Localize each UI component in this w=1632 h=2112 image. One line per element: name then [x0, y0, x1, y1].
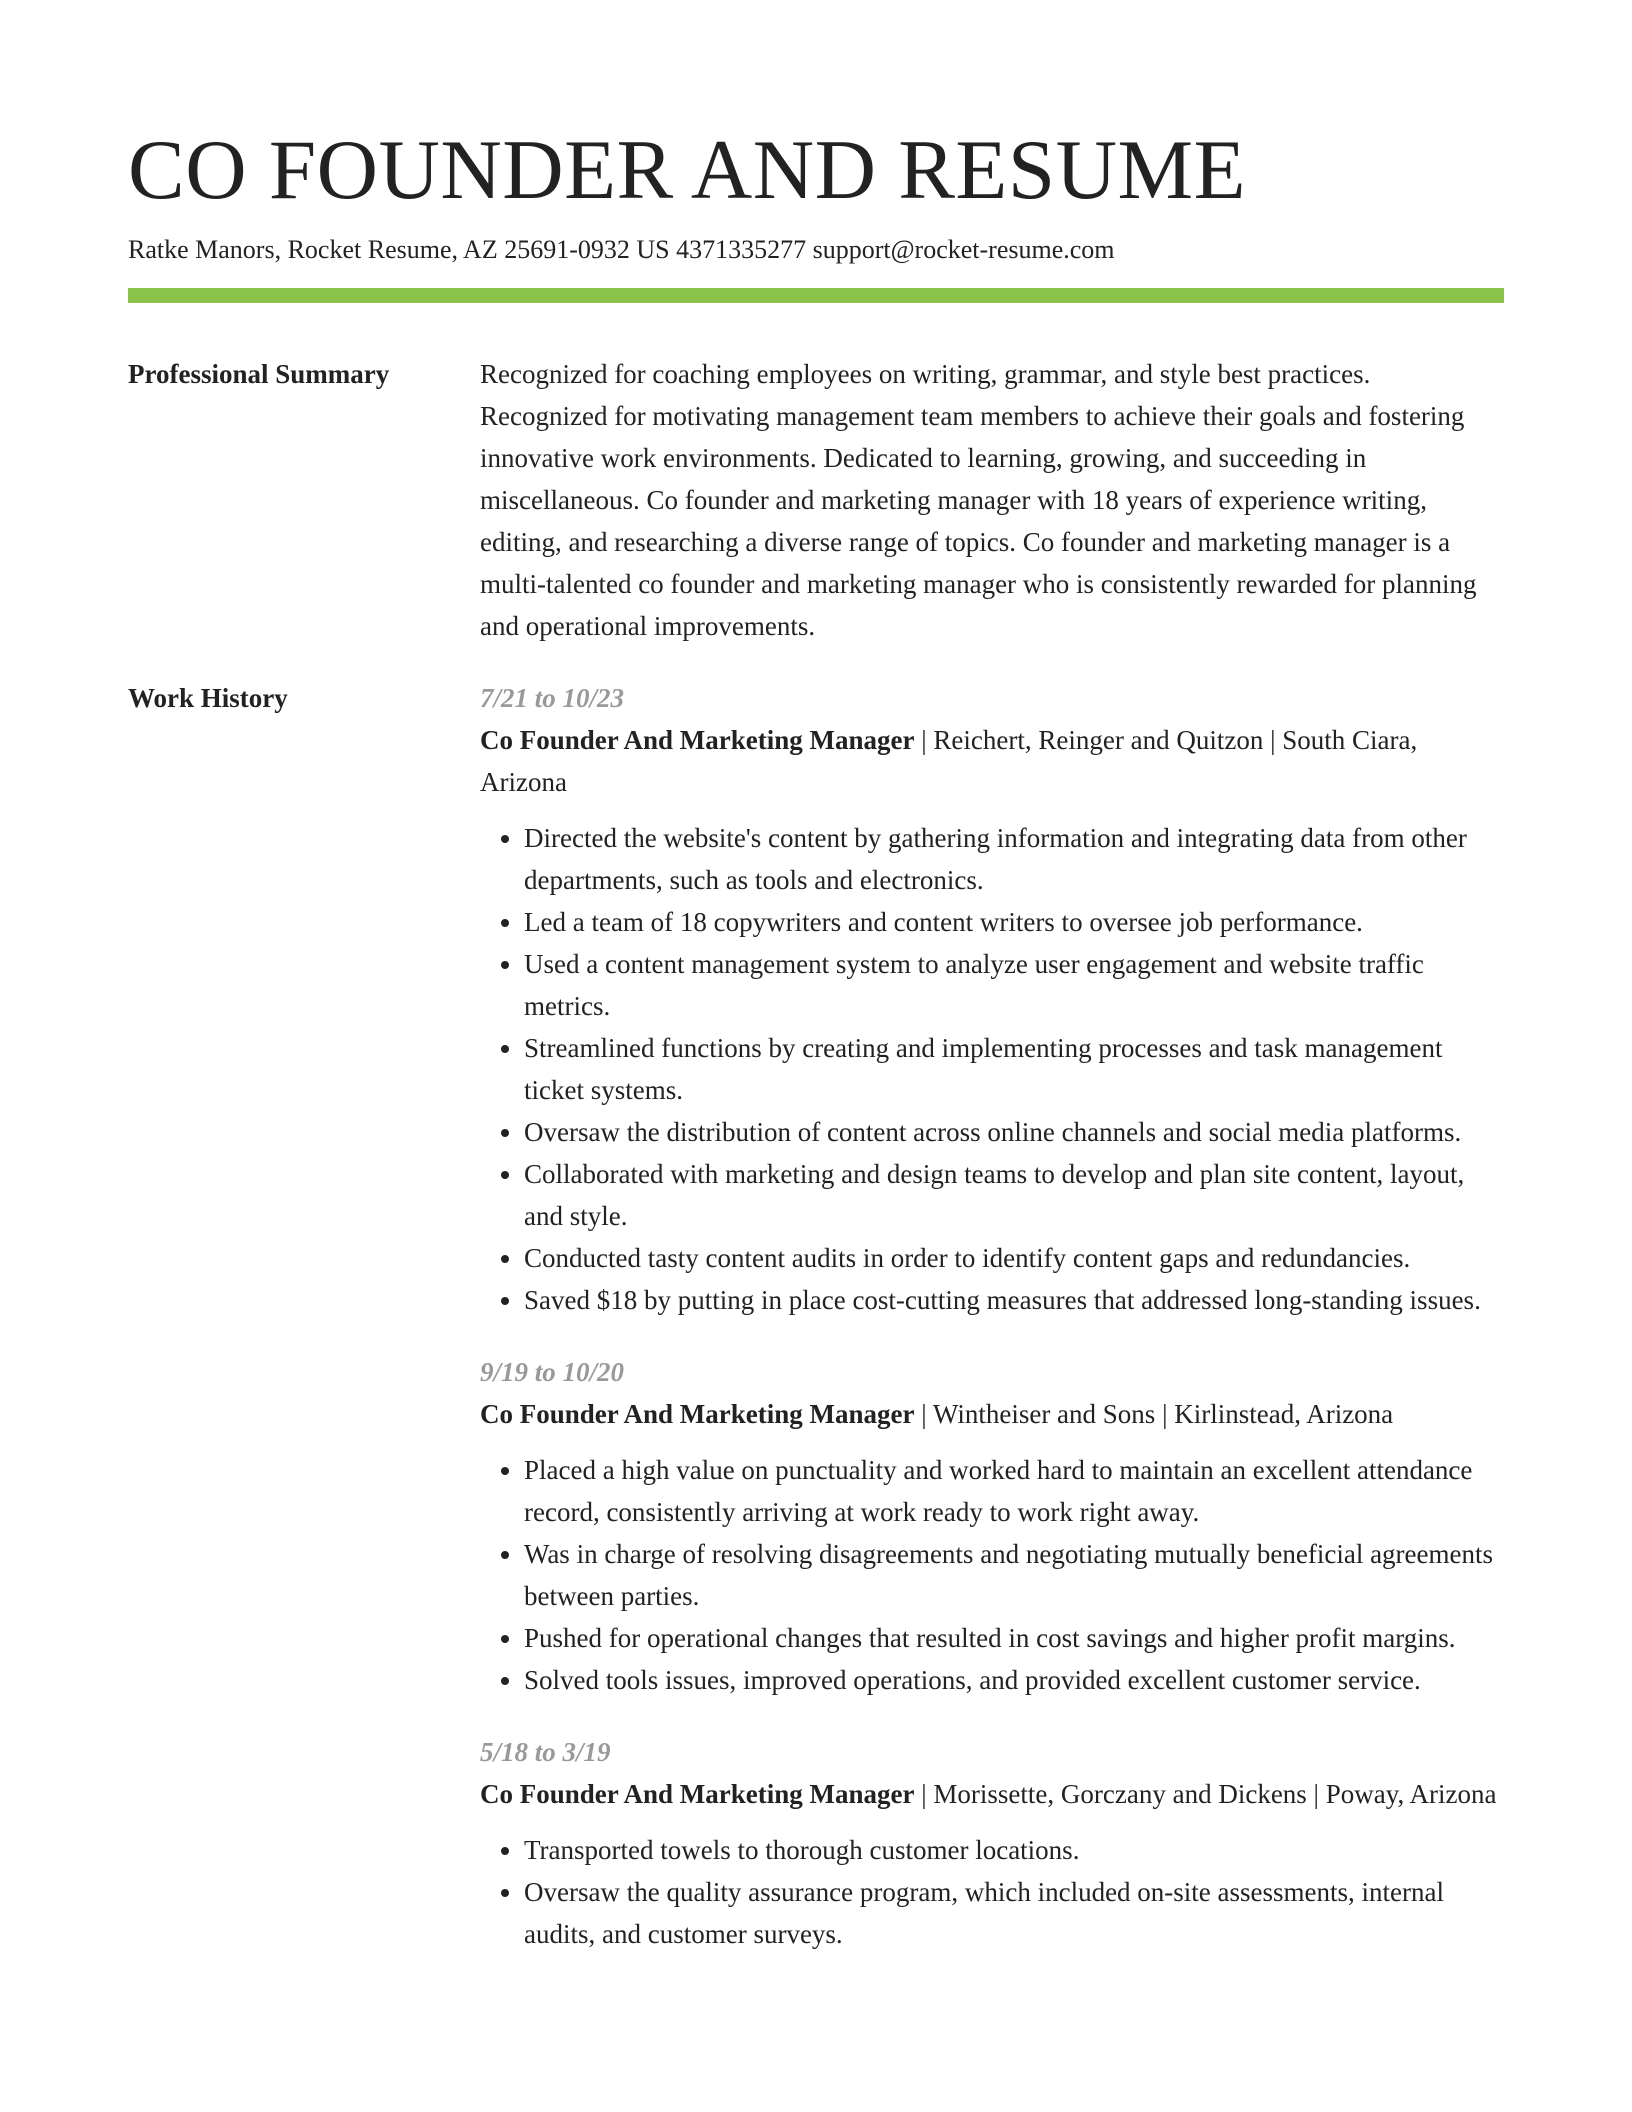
job-heading — [480, 1393, 1504, 1435]
job-title: Co Founder And Marketing Manager — [480, 1399, 915, 1429]
list-item: • Led a team of 18 copywriters and content writers to oversee job performance. — [524, 901, 1504, 943]
list-item: • Collaborated with marketing and design teams to develop and plan site content, layout, and style. — [524, 1153, 1504, 1237]
section-label-summary: Professional Summary — [128, 359, 390, 389]
job-bullet-list — [480, 817, 1504, 1321]
job-bullet-list — [480, 1829, 1504, 1955]
resume-name: CO FOUNDER AND RESUME — [128, 123, 1246, 217]
section-label-work-history: Work History — [128, 683, 288, 713]
accent-divider — [128, 288, 1504, 303]
contact-line: Ratke Manors, Rocket Resume, AZ 25691-0932 US 4371335277 support@rocket-resume.com — [128, 235, 1115, 264]
summary-text: Recognized for coaching employees on writing, grammar, and style best practices. Recognized for motivating management team members to achieve their goals and fostering innovative work environments. Dedicated to learning, growing, and succeeding in miscellaneous. Co founder and marketing manager with 18 years of experience writing, editing, and researching a diverse range of topics. Co founder and marketing manager is a multi-talented co founder and marketing manager who is consistently rewarded for planning and operational improvements. — [480, 359, 1477, 641]
list-item: • Oversaw the quality assurance program, which included on-site assessments, internal audits, and customer surveys. — [524, 1871, 1504, 1955]
job-dates: 9/19 to 10/20 — [480, 1357, 625, 1387]
job-entry — [480, 677, 1504, 1321]
job-entry — [480, 1731, 1504, 1955]
list-item: • Was in charge of resolving disagreements and negotiating mutually beneficial agreements between parties. — [524, 1533, 1504, 1617]
job-heading — [480, 1773, 1504, 1815]
job-company-location: | Reichert, Reinger and Quitzon | South Ciara, Arizona — [480, 725, 1418, 797]
list-item: • Conducted tasty content audits in order to identify content gaps and redundancies. — [524, 1237, 1504, 1279]
list-item: • Solved tools issues, improved operations, and provided excellent customer service. — [524, 1659, 1504, 1701]
job-title: Co Founder And Marketing Manager — [480, 1779, 915, 1809]
list-item: • Streamlined functions by creating and implementing processes and task management ticket systems. — [524, 1027, 1504, 1111]
job-title: Co Founder And Marketing Manager — [480, 725, 915, 755]
list-item: • Oversaw the distribution of content across online channels and social media platforms. — [524, 1111, 1504, 1153]
list-item: • Placed a high value on punctuality and worked hard to maintain an excellent attendance record, consistently arriving at work ready to work right away. — [524, 1449, 1504, 1533]
job-dates: 7/21 to 10/23 — [480, 683, 625, 713]
professional-summary-section — [128, 353, 1504, 647]
job-entry — [480, 1351, 1504, 1701]
job-dates: 5/18 to 3/19 — [480, 1737, 611, 1767]
list-item: • Used a content management system to analyze user engagement and website traffic metrics. — [524, 943, 1504, 1027]
list-item: • Pushed for operational changes that resulted in cost savings and higher profit margins. — [524, 1617, 1504, 1659]
work-history-section — [128, 677, 1504, 1985]
job-heading — [480, 719, 1504, 803]
job-bullet-list — [480, 1449, 1504, 1701]
work-history-list — [480, 677, 1504, 1985]
job-company-location: | Morissette, Gorczany and Dickens | Poway, Arizona — [914, 1779, 1497, 1809]
list-item: • Saved $18 by putting in place cost-cutting measures that addressed long-standing issues. — [524, 1279, 1504, 1321]
resume-page — [128, 120, 1504, 1985]
job-company-location: | Wintheiser and Sons | Kirlinstead, Arizona — [914, 1399, 1394, 1429]
list-item: • Directed the website's content by gathering information and integrating data from other departments, such as tools and electronics. — [524, 817, 1504, 901]
list-item: • Transported towels to thorough customer locations. — [524, 1829, 1504, 1871]
